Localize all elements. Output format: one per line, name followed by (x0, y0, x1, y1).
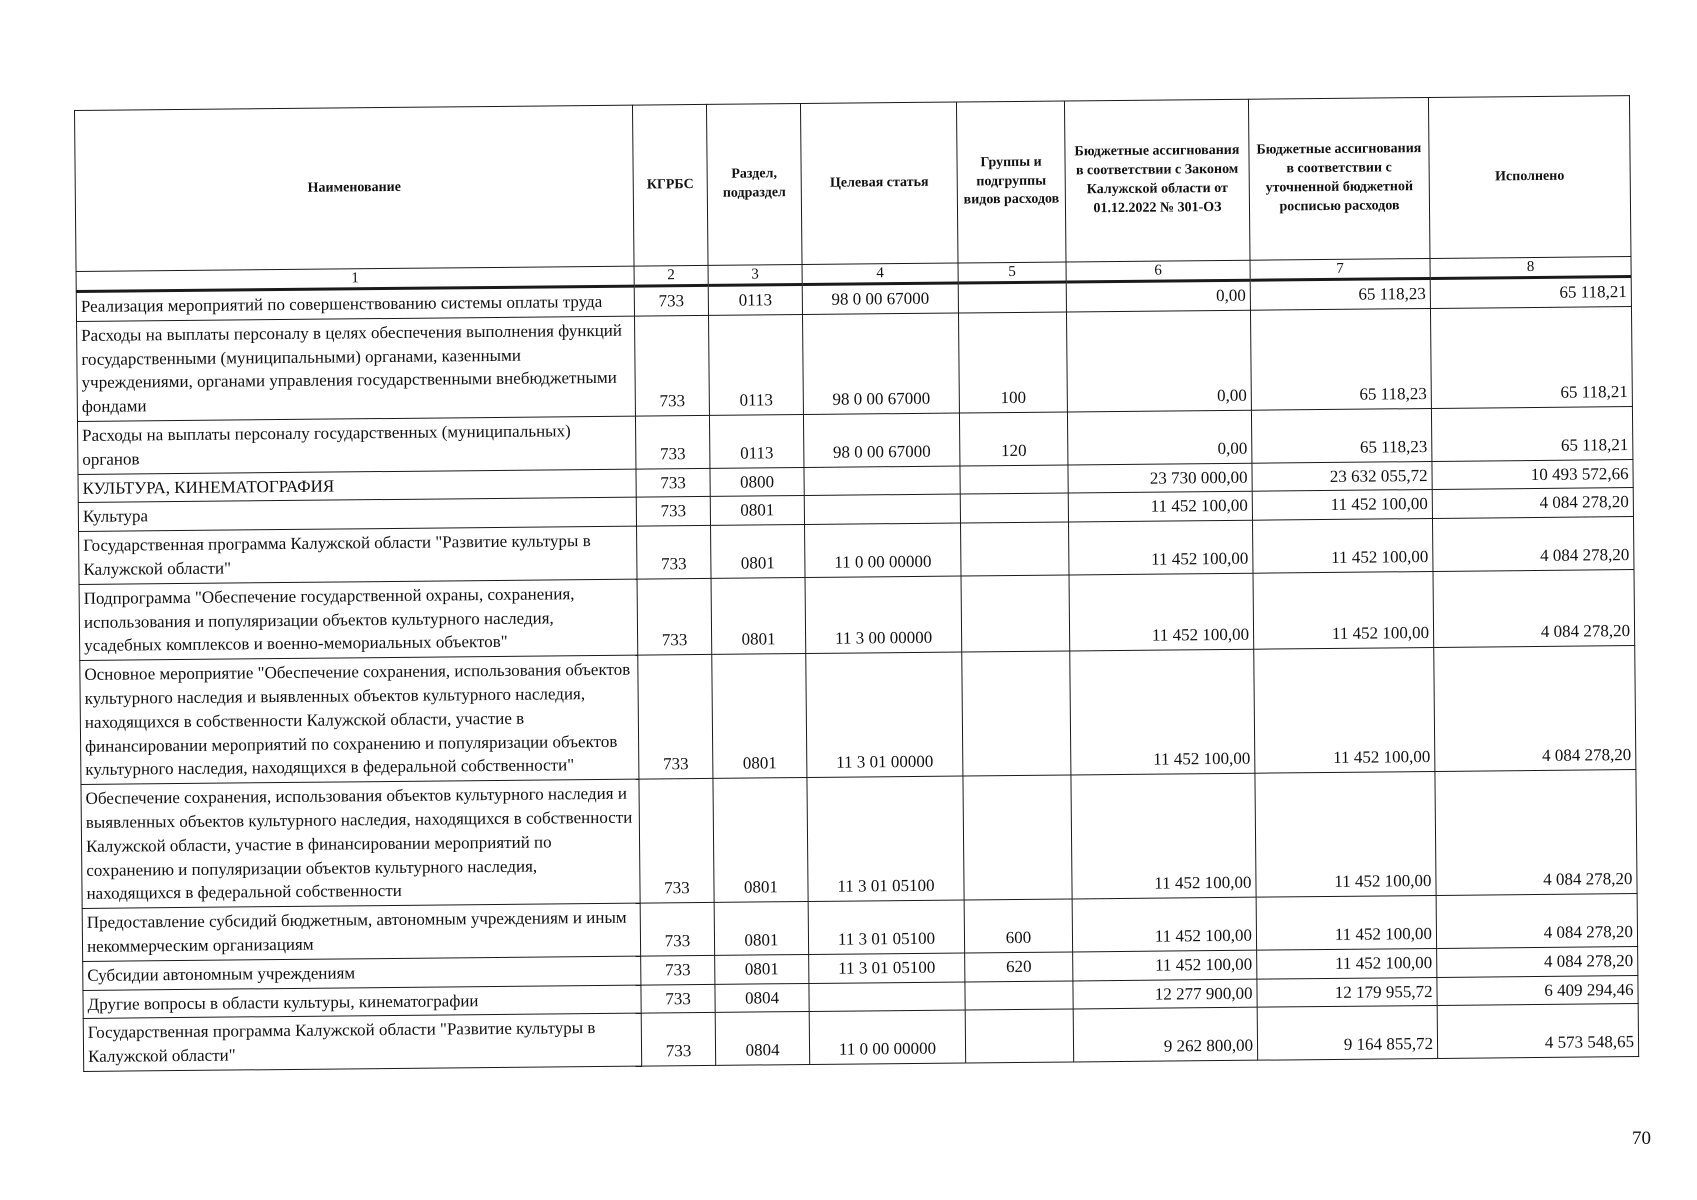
budget-table-sheet (74, 110, 1635, 1072)
row-kgrbs: 733 (637, 578, 712, 655)
row-executed-amount: 10 493 572,66 (1432, 459, 1633, 490)
row-executed-amount: 4 084 278,20 (1432, 488, 1633, 519)
row-law-amount: 11 452 100,00 (1071, 773, 1256, 899)
row-executed-amount: 65 118,21 (1430, 277, 1631, 309)
row-expense-group (958, 282, 1066, 313)
row-name: Государственная программа Калужской области "Развитие культуры в Калужской области" (83, 1013, 641, 1071)
row-section: 0800 (710, 467, 804, 497)
col-number: 8 (1430, 257, 1631, 279)
row-executed-amount: 4 084 278,20 (1433, 569, 1635, 647)
row-law-amount: 11 452 100,00 (1068, 492, 1252, 523)
row-kgrbs: 733 (640, 903, 715, 956)
row-law-amount: 11 452 100,00 (1072, 897, 1256, 951)
col-number: 4 (802, 263, 958, 284)
table-row (81, 770, 1637, 909)
table-row (79, 569, 1635, 660)
row-plan-amount: 65 118,23 (1251, 408, 1431, 462)
row-law-amount: 11 452 100,00 (1073, 950, 1257, 981)
row-target-article: 11 0 00 00000 (809, 1010, 965, 1064)
row-name: Предоставление субсидий бюджетным, автономным учреждениям и иным некоммерческим организациям (82, 903, 640, 961)
row-section: 0113 (708, 285, 802, 316)
row-executed-amount: 4 573 548,65 (1437, 1004, 1638, 1059)
header-row (75, 96, 1631, 272)
col-number: 3 (708, 265, 802, 286)
row-name: Субсидии автономным учреждениям (83, 956, 641, 990)
row-kgrbs: 733 (634, 285, 708, 316)
row-section: 0804 (715, 1012, 810, 1065)
budget-execution-table (74, 95, 1639, 1072)
row-target-article: 11 3 01 00000 (806, 652, 963, 777)
row-section: 0113 (708, 314, 803, 415)
row-kgrbs: 733 (637, 526, 712, 579)
row-plan-amount: 65 118,23 (1250, 308, 1431, 410)
row-executed-amount: 4 084 278,20 (1436, 894, 1637, 949)
row-section: 0801 (714, 902, 809, 955)
row-law-amount: 11 452 100,00 (1069, 573, 1254, 651)
row-kgrbs: 733 (641, 955, 715, 985)
col-number: 6 (1066, 260, 1250, 282)
row-name: Подпрограмма "Обеспечение государственной охраны, сохранения, использования и популяризации объектов культурного наследия, усадебных комплексов и военно-мемориальных объектов" (79, 579, 638, 661)
row-name: Обеспечение сохранения, использования объектов культурного наследия и выявленных объектов культурного наследия, находящихся в собственности Калужской области, участие в финансировании мероприятий по сохранению и популяризации объектов культурного наследия, находящихся в федеральной собственности (81, 779, 640, 908)
row-expense-group (962, 651, 1071, 776)
row-name: Основное мероприятие "Обеспечение сохранения, использования объектов культурного наследия и выявленных объектов культурного наследия, находящихся в собственности Калужской области, участие в финансировании мероприятий по сохранению и популяризации объектов культурного наследия, находящихся в федеральной собственности" (80, 655, 639, 784)
row-section: 0804 (715, 983, 809, 1013)
row-target-article (804, 466, 960, 496)
col-number: 5 (958, 262, 1066, 283)
row-executed-amount: 6 409 294,46 (1437, 975, 1638, 1006)
row-name: Культура (78, 497, 636, 531)
row-name: Реализация мероприятий по совершенствованию системы оплаты труда (76, 286, 634, 321)
col-header-name: Наименование (75, 105, 635, 271)
row-expense-group (960, 493, 1068, 523)
row-executed-amount: 4 084 278,20 (1434, 646, 1636, 772)
col-header-target-article: Целевая статья (800, 102, 958, 264)
row-expense-group (965, 980, 1073, 1010)
col-header-executed: Исполнено (1428, 96, 1631, 259)
row-law-amount: 0,00 (1067, 410, 1251, 464)
row-plan-amount: 23 632 055,72 (1252, 461, 1432, 492)
col-header-kgrbs: КГРБС (632, 104, 708, 266)
col-number: 2 (634, 265, 708, 286)
row-section: 0801 (711, 525, 806, 578)
row-law-amount: 9 262 800,00 (1073, 1007, 1257, 1061)
row-name: Расходы на выплаты персоналу государственных (муниципальных) органов (77, 416, 635, 474)
row-kgrbs: 733 (641, 1013, 716, 1066)
row-expense-group: 620 (965, 952, 1073, 982)
row-expense-group (965, 1009, 1073, 1063)
row-target-article: 11 3 01 05100 (808, 900, 964, 954)
row-section: 0801 (712, 654, 807, 779)
row-expense-group (961, 522, 1069, 576)
row-executed-amount: 4 084 278,20 (1437, 946, 1638, 977)
row-plan-amount: 65 118,23 (1250, 278, 1430, 310)
row-target-article: 98 0 00 67000 (802, 283, 958, 314)
row-expense-group: 600 (964, 899, 1072, 953)
row-plan-amount: 11 452 100,00 (1252, 490, 1432, 521)
row-kgrbs: 733 (635, 315, 710, 416)
row-target-article: 98 0 00 67000 (802, 313, 959, 415)
table-row (77, 306, 1633, 421)
row-target-article (804, 494, 960, 524)
row-plan-amount: 11 452 100,00 (1255, 772, 1436, 898)
row-executed-amount: 65 118,21 (1430, 306, 1632, 408)
row-law-amount: 12 277 900,00 (1073, 979, 1257, 1010)
row-law-amount: 11 452 100,00 (1069, 520, 1253, 574)
row-law-amount: 0,00 (1066, 310, 1251, 412)
col-number: 7 (1250, 258, 1430, 280)
row-kgrbs: 733 (641, 984, 715, 1014)
col-header-expense-groups: Группы и подгруппы видов расходов (956, 101, 1066, 263)
row-plan-amount: 11 452 100,00 (1254, 648, 1435, 774)
row-law-amount: 23 730 000,00 (1068, 463, 1252, 494)
row-law-amount: 0,00 (1066, 280, 1250, 312)
row-target-article: 11 3 01 05100 (809, 953, 965, 983)
col-header-section: Раздел, подраздел (706, 104, 802, 266)
row-kgrbs: 733 (639, 779, 714, 904)
row-target-article (809, 982, 965, 1012)
row-executed-amount: 4 084 278,20 (1432, 517, 1633, 572)
row-expense-group (960, 465, 1068, 495)
row-name: Расходы на выплаты персоналу в целях обеспечения выполнения функций государственными (муниципальными) органами, казенными учреждениями, органами управления государственными внебюджетными фондами (77, 316, 636, 422)
row-target-article: 11 0 00 00000 (805, 523, 961, 577)
row-plan-amount: 11 452 100,00 (1253, 571, 1434, 649)
row-plan-amount: 11 452 100,00 (1256, 896, 1436, 950)
row-plan-amount: 11 452 100,00 (1252, 519, 1432, 573)
row-expense-group: 120 (959, 412, 1067, 466)
col-header-refined-allocations: Бюджетные ассигнования в соответствии с уточненной бюджетной росписью расходов (1248, 97, 1430, 260)
col-header-law-allocations: Бюджетные ассигнования в соответствии с Законом Калужской области от 01.12.2022 № 301-ОЗ (1064, 99, 1250, 262)
row-kgrbs: 733 (636, 468, 710, 498)
row-section: 0801 (710, 496, 804, 526)
table-body (76, 277, 1638, 1072)
col-number: 1 (76, 266, 634, 291)
row-executed-amount: 65 118,21 (1431, 407, 1632, 462)
table-row (80, 646, 1636, 785)
row-name: КУЛЬТУРА, КИНЕМАТОГРАФИЯ (78, 469, 636, 503)
row-plan-amount: 9 164 855,72 (1257, 1006, 1437, 1060)
row-kgrbs: 733 (638, 655, 713, 780)
row-expense-group (963, 775, 1072, 900)
row-plan-amount: 11 452 100,00 (1257, 948, 1437, 979)
row-section: 0801 (713, 778, 808, 903)
row-executed-amount: 4 084 278,20 (1435, 770, 1637, 896)
row-target-article: 11 3 01 05100 (807, 776, 964, 901)
row-section: 0801 (711, 577, 806, 654)
row-law-amount: 11 452 100,00 (1070, 649, 1255, 775)
row-target-article: 98 0 00 67000 (803, 413, 959, 467)
row-expense-group (961, 575, 1070, 652)
row-name: Государственная программа Калужской области "Развитие культуры в Калужской области" (79, 526, 637, 584)
row-expense-group: 100 (958, 312, 1067, 413)
row-kgrbs: 733 (636, 497, 710, 527)
row-section: 0801 (715, 954, 809, 984)
page-number: 70 (1632, 1128, 1651, 1149)
row-kgrbs: 733 (635, 415, 710, 468)
row-target-article: 11 3 00 00000 (805, 576, 962, 654)
row-name: Другие вопросы в области культуры, кинематографии (83, 985, 641, 1019)
row-section: 0113 (709, 414, 804, 467)
row-plan-amount: 12 179 955,72 (1257, 977, 1437, 1008)
